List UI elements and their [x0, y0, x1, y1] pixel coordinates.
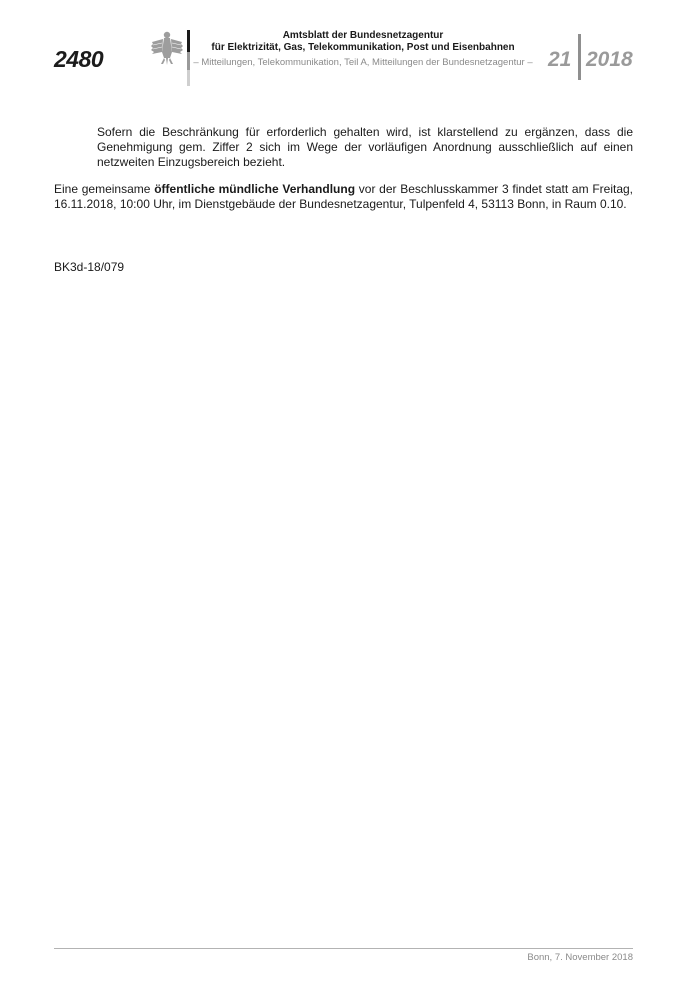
- issue-number: 21: [548, 48, 572, 71]
- page-number: 2480: [54, 46, 104, 72]
- masthead-subtitle: – Mitteilungen, Telekommunikation, Teil A, Mitteilungen der Bundesnetzagentur –: [193, 57, 533, 68]
- masthead-title: [190, 30, 536, 54]
- issue-divider: [578, 34, 581, 80]
- issue-year: 2018: [586, 48, 633, 71]
- hearing-emphasis: öffentliche mündliche Verhandlung: [154, 182, 356, 196]
- masthead-title-line2: für Elektrizität, Gas, Telekommunikation, Post und Eisenbahnen: [211, 42, 515, 53]
- footer-divider: [54, 948, 633, 949]
- masthead-title-line1: Amtsblatt der Bundesnetzagentur: [282, 30, 444, 41]
- federal-eagle-icon: [150, 30, 184, 66]
- hearing-text-end: vor der Beschlusskammer 3 findet statt am Freitag, 16.11.2018, 10:00 Uhr, im Dienstgebäude der Bundesnetzagentur, Tulpenfeld 4, 53113 Bonn, in Raum 0.10.: [54, 182, 634, 211]
- footer-place-date: Bonn, 7. November 2018: [527, 952, 633, 963]
- hearing-text-start: Eine gemeinsame: [54, 182, 155, 196]
- hearing-announcement: [54, 182, 633, 212]
- case-reference: BK3d-18/079: [54, 260, 125, 274]
- indented-paragraph: Sofern die Beschränkung für erforderlich gehalten wird, ist klarstellend zu ergänzen, dass die Genehmigung gem. Ziffer 2 sich im Wege der vorläufigen Anordnung ausschließlich auf einen netzweiten Einzugsbereich bezieht.: [97, 125, 633, 169]
- document-body: [54, 125, 633, 275]
